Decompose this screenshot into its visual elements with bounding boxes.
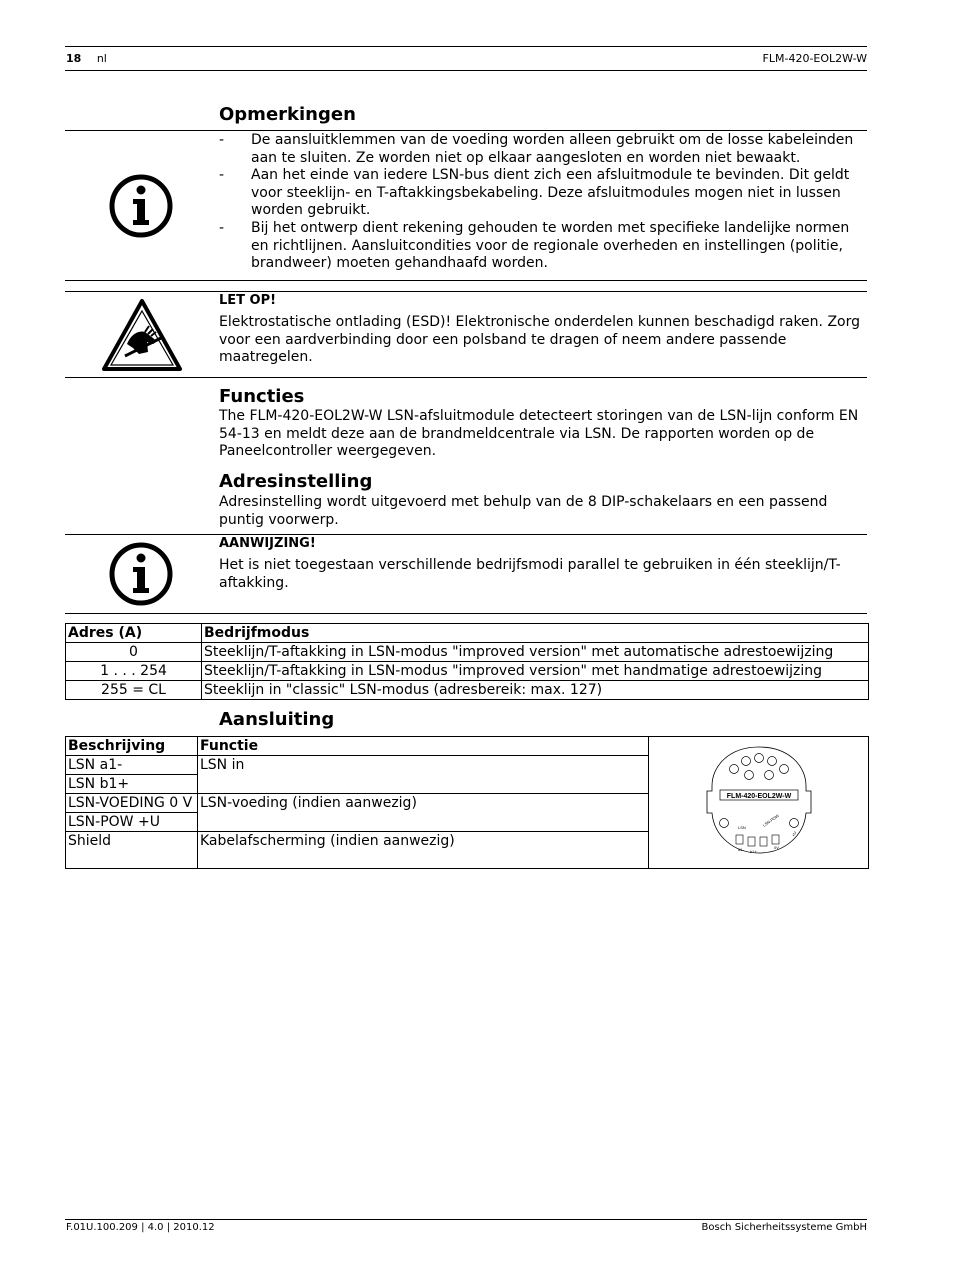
connection-table [65,736,869,869]
table-cell: LSN b1+ [66,775,198,794]
footer-company: Bosch Sicherheitssysteme GmbH [701,1222,867,1233]
table-row [66,643,869,662]
column-header: Functie [198,737,649,756]
column-header: Bedrijfmodus [202,624,869,643]
table-header-row [66,737,869,756]
table-cell: 255 = CL [66,681,202,700]
footer-rule [65,1219,867,1220]
address-title: Adresinstelling [219,471,373,492]
terminal-label: +U [790,830,797,838]
notes-title: Opmerkingen [219,104,356,125]
functions-text: The FLM-420-EOL2W-W LSN-afsluitmodule detecteert storingen van de LSN-lijn conform EN 54-13 en meldt deze aan de brandmeldcentrale via LSN. De rapporten worden op de Paneelcontroller weergegeven. [219,408,859,460]
notes-bottom-rule [65,280,867,281]
module-diagram [694,741,824,859]
terminal-label: 0V [773,845,779,850]
column-header: Adres (A) [66,624,202,643]
connection-diagram-cell [649,737,869,869]
table-cell: LSN-voeding (indien aanwezig) [198,794,649,832]
table-cell: LSN a1- [66,756,198,775]
table-cell: 1 . . . 254 [66,662,202,681]
caution-text: Elektrostatische ontlading (ESD)! Elektronische onderdelen kunnen beschadigd raken. Zorg voor een aardverbinding door een polsband te dragen of neem andere passende maatregelen. [219,314,860,366]
terminal-label: LSN [737,825,746,830]
caution-label: LET OP! [219,293,277,308]
header-top-rule [65,46,867,47]
page-number-row [66,52,107,65]
diagram-label: FLM-420-EOL2W-W [726,793,791,800]
esd-warning-icon [101,298,183,376]
table-cell: Steeklijn in "classic" LSN-modus (adresbereik: max. 127) [202,681,869,700]
hint-bottom-rule [65,613,867,614]
column-header: Beschrijving [66,737,198,756]
table-cell: LSN-POW +U [66,813,198,832]
notes-list [219,132,867,273]
info-icon [108,173,174,243]
list-item: - De aansluitklemmen van de voeding worden alleen gebruikt om de losse kabeleinden aan te sluiten. Ze worden niet op elkaar aangesloten en worden niet bewaakt. [219,132,854,166]
hint-top-rule [65,534,867,535]
language-code: nl [96,52,107,65]
terminal-label: a1- [737,847,744,852]
mode-table [65,623,869,700]
table-header-row [66,624,869,643]
hint-label: AANWIJZING! [219,536,316,551]
table-cell: Steeklijn/T-aftakking in LSN-modus "improved version" met handmatige adrestoewijzing [202,662,869,681]
table-row [66,681,869,700]
hint-text: Het is niet toegestaan verschillende bedrijfsmodi parallel te gebruiken in één steeklijn/T-aftakking. [219,557,841,591]
notes-top-rule [65,130,867,131]
table-cell: 0 [66,643,202,662]
terminal-label: b1+ [749,849,757,854]
header-bottom-rule [65,70,867,71]
connection-title: Aansluiting [219,709,335,730]
table-row [66,662,869,681]
list-item: - Aan het einde van iedere LSN-bus dient zich een afsluitmodule te bevinden. Dit geldt voor steeklijn- en T-aftakkingsbekabeling. Deze afsluitmodules mogen niet in lussen worden gebruikt. [219,167,850,219]
header-product: FLM-420-EOL2W-W [762,52,867,65]
functions-title: Functies [219,386,305,407]
table-cell: Kabelafscherming (indien aanwezig) [198,832,649,869]
terminal-label: LSN-POW [761,813,780,828]
page-number: 18 [66,52,82,65]
table-cell: LSN-VOEDING 0 V [66,794,198,813]
table-cell: Shield [66,832,198,869]
table-cell: Steeklijn/T-aftakking in LSN-modus "improved version" met automatische adrestoewijzing [202,643,869,662]
list-item: - Bij het ontwerp dient rekening gehouden te worden met specifieke landelijke normen en richtlijnen. Aansluitcondities voor de regionale overheden en instellingen (politie, brandweer) moeten gehandhaafd worden. [219,219,850,272]
table-cell: LSN in [198,756,649,794]
footer-doc-id: F.01U.100.209 | 4.0 | 2010.12 [66,1222,215,1233]
caution-bottom-rule [65,377,867,378]
address-text: Adresinstelling wordt uitgevoerd met behulp van de 8 DIP-schakelaars en een passend puntig voorwerp. [219,494,828,528]
info-icon [108,541,174,611]
caution-top-rule [65,291,867,292]
